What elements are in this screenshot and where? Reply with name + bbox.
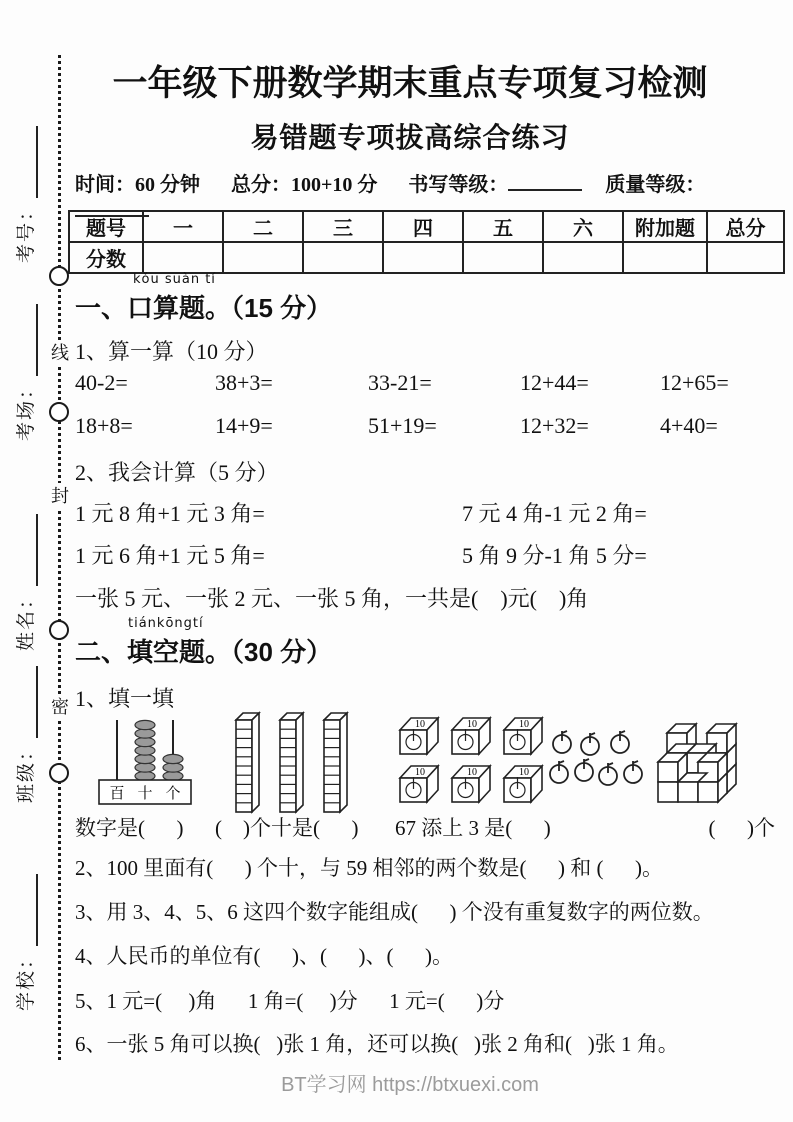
ten-box-label: 10 (467, 767, 477, 778)
score-cell (303, 242, 383, 273)
section1-part2-title: 2、我会计算（5 分） (75, 460, 279, 485)
abacus-figure (93, 714, 197, 806)
fill-segment-cubes: ( )个 (708, 816, 775, 840)
question-5: 5、1 元=( )角 1 角=( )分 1 元=( )分 (75, 989, 505, 1013)
base-ten-block-towers (230, 708, 355, 816)
school-blank (16, 874, 38, 946)
calc-item: 40-2= (75, 370, 128, 395)
score-table (68, 210, 785, 274)
class-blank (16, 666, 38, 738)
header-cell: 二 (223, 211, 303, 242)
total-score-label: 总分：100+10 分 (231, 174, 378, 196)
header-cell: 总分 (707, 211, 784, 242)
calc-item: 51+19= (368, 413, 437, 438)
seal-circle (49, 763, 69, 783)
score-cell (223, 242, 303, 273)
abacus-tens-label: 十 (137, 786, 153, 802)
score-table-score-row (69, 242, 784, 273)
score-row-label: 分数 (69, 242, 143, 273)
section2-heading: 二、填空题。（30 分） (75, 637, 333, 667)
score-cell (707, 242, 784, 273)
cube-structure-figure (650, 712, 760, 807)
question-1-title: 1、填一填 (75, 686, 175, 711)
calc-row-1 (75, 370, 765, 396)
student-name-blank (16, 514, 38, 586)
calc-item: 38+3= (215, 370, 273, 395)
ten-boxes-figure (396, 714, 546, 806)
abacus-hundreds-label: 百 (109, 786, 125, 802)
question-4: 4、人民币的单位有( )、( )、( )。 (75, 944, 453, 968)
seal-char-seal: 封 (48, 483, 72, 509)
money-row-1 (75, 497, 765, 528)
ten-box-label: 10 (519, 767, 529, 778)
money-item: 1 元 8 角+1 元 3 角= (75, 501, 265, 526)
calc-item: 18+8= (75, 413, 133, 438)
money-item: 7 元 4 角-1 元 2 角= (462, 501, 647, 526)
ten-box-label: 10 (415, 767, 425, 778)
calc-item: 12+65= (660, 370, 729, 395)
score-cell (543, 242, 623, 273)
student-name-field (12, 491, 38, 651)
seal-circle (49, 402, 69, 422)
ten-box-label: 10 (415, 719, 425, 730)
student-name-label: 姓名： (16, 587, 37, 651)
header-cell: 一 (143, 211, 223, 242)
header-cell: 四 (383, 211, 463, 242)
page-title: 一年级下册数学期末重点专项复习检测 (112, 64, 708, 103)
calc-item: 12+32= (520, 413, 589, 438)
pinyin-oral-calc: kǒu suàn tí (133, 272, 216, 287)
peaches-figure (548, 728, 644, 792)
header-cell: 五 (463, 211, 543, 242)
question-2: 2、100 里面有( ) 个十，与 59 相邻的两个数是( ) 和 ( )。 (75, 856, 663, 880)
abacus-ones-label: 个 (165, 786, 181, 802)
seal-circle (49, 620, 69, 640)
question-6: 6、一张 5 角可以换( )张 1 角，还可以换( )张 2 角和( )张 1 角。 (75, 1032, 679, 1056)
site-credit: BT学习网 https://btxuexi.com (281, 1074, 539, 1096)
section1-heading: 一、口算题。（15 分） (75, 293, 333, 323)
money-question-3: 一张 5 元、一张 2 元、一张 5 角，一共是( )元( )角 (75, 586, 589, 611)
time-label: 时间：60 分钟 (75, 174, 200, 196)
score-cell (143, 242, 223, 273)
fill-segment-67: 67 添上 3 是( ) (395, 816, 551, 840)
fill-segment-tens: ( )个十是( ) (215, 816, 359, 840)
exam-number-field (12, 103, 38, 263)
seal-circle (49, 266, 69, 286)
header-cell: 附加题 (623, 211, 707, 242)
class-label: 班级： (16, 739, 37, 803)
exam-room-blank (16, 304, 38, 376)
seal-dotted-line (58, 55, 61, 1060)
exam-number-blank (16, 126, 38, 198)
pinyin-fill-blank: tiánkōngtí (128, 616, 204, 631)
calc-item: 12+44= (520, 370, 589, 395)
header-cell: 六 (543, 211, 623, 242)
fill-segment-abacus: 数字是( ) (75, 816, 184, 840)
writing-grade-label: 书写等级： (408, 174, 509, 196)
calc-item: 33-21= (368, 370, 432, 395)
fill-answer-line (75, 812, 775, 842)
calc-item: 14+9= (215, 413, 273, 438)
school-field (12, 851, 38, 1011)
page-subtitle: 易错题专项拔高综合练习 (250, 123, 570, 154)
score-cell (383, 242, 463, 273)
score-cell (463, 242, 543, 273)
calc-row-2 (75, 413, 765, 439)
money-item: 1 元 6 角+1 元 5 角= (75, 543, 265, 568)
school-label: 学校： (16, 947, 37, 1011)
calc-item: 4+40= (660, 413, 718, 438)
ten-box-label: 10 (519, 719, 529, 730)
seal-char-secret: 密 (48, 694, 72, 720)
quality-grade-label: 质量等级： (605, 174, 706, 196)
exam-room-field (12, 281, 38, 441)
seal-char-line: 线 (48, 340, 72, 366)
money-row-2 (75, 539, 765, 570)
ten-box-label: 10 (467, 719, 477, 730)
money-item: 5 角 9 分-1 角 5 分= (462, 543, 647, 568)
writing-grade-blank (508, 171, 582, 191)
header-cell: 三 (303, 211, 383, 242)
question-3: 3、用 3、4、5、6 这四个数字能组成( ) 个没有重复数字的两位数。 (75, 900, 714, 924)
score-cell (623, 242, 707, 273)
header-cell: 题号 (69, 211, 143, 242)
section1-part1-title: 1、算一算（10 分） (75, 339, 268, 364)
score-table-header-row (69, 211, 784, 242)
exam-number-label: 考号： (16, 199, 37, 263)
exam-room-label: 考场： (16, 377, 37, 441)
class-field (12, 643, 38, 803)
